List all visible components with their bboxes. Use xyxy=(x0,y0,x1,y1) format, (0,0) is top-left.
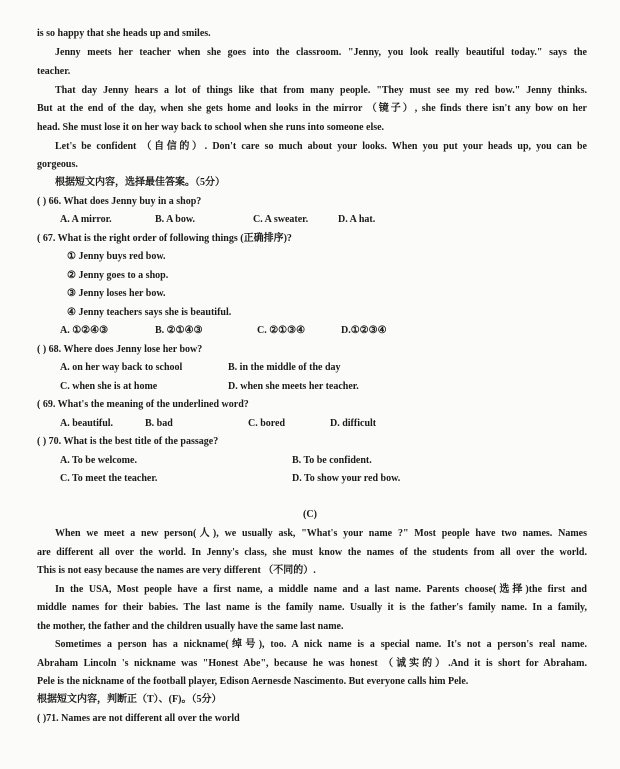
question-69: ( 69. What's the meaning of the underlined word? xyxy=(37,399,249,410)
option-67-b: B. ②①④③ xyxy=(155,325,203,336)
option-67-c: C. ②①③④ xyxy=(257,325,306,336)
passage-b-line: head. She must lose it on her way back to school when she runs into someone else. xyxy=(37,122,385,133)
option-68-d: D. when she meets her teacher. xyxy=(228,381,359,392)
passage-c-line: In the USA, Most people have a first name, a middle name and a last name. Parents choose(选择)the first and xyxy=(55,584,587,595)
order-item: ① Jenny buys red bow. xyxy=(67,251,166,262)
option-66-b: B. A bow. xyxy=(155,214,196,225)
option-70-d: D. To show your red bow. xyxy=(292,473,401,484)
passage-b-line: teacher. xyxy=(37,66,71,77)
passage-c-line: the mother, the father and the children usually have the same last name. xyxy=(37,621,344,632)
option-69-a: A. beautiful. xyxy=(60,418,114,429)
passage-b-line: That day Jenny hears a lot of things like that from many people. "They must see my red bow." Jenny thinks. xyxy=(55,85,587,96)
question-66: ( ) 66. What does Jenny buy in a shop? xyxy=(37,196,202,207)
order-item: ④ Jenny teachers says she is beautiful. xyxy=(67,307,232,318)
option-67-a: A. ①②④③ xyxy=(60,325,109,336)
section-instruction: 根据短文内容，选择最佳答案。（5分） xyxy=(55,177,225,188)
option-70-a: A. To be welcome. xyxy=(60,455,137,466)
passage-c-line: are different all over the world. In Jenny's class, she must know the names of the students from all over the world. xyxy=(37,547,587,558)
option-70-b: B. To be confident. xyxy=(292,455,372,466)
passage-c-line: Sometimes a person has a nickname(绰号), too. A nick name is a special name. It's not a person's real name. xyxy=(55,639,587,650)
option-66-a: A. A mirror. xyxy=(60,214,112,225)
order-item: ③ Jenny loses her bow. xyxy=(67,288,166,299)
passage-c-line: Abraham Lincoln 's nickname was "Honest Abe", because he was honest （诚实的）.And it is short for Abraham. xyxy=(37,658,587,669)
option-69-d: D. difficult xyxy=(330,418,377,429)
order-item: ② Jenny goes to a shop. xyxy=(67,270,169,281)
question-71: ( )71. Names are not different all over the world xyxy=(37,713,240,724)
passage-c-line: Pele is the nickname of the football player, Edison Aernesde Nascimento. But everyone calls him Pele. xyxy=(37,676,469,687)
question-70: ( ) 70. What is the best title of the passage? xyxy=(37,436,219,447)
passage-c-line: This is not easy because the names are very different （不同的）. xyxy=(37,565,316,576)
passage-b-line: gorgeous. xyxy=(37,159,78,170)
option-70-c: C. To meet the teacher. xyxy=(60,473,158,484)
option-67-d: D.①②③④ xyxy=(341,325,387,336)
section-heading: (C) xyxy=(303,509,317,520)
passage-b-line: is so happy that she heads up and smiles. xyxy=(37,28,211,39)
option-68-a: A. on her way back to school xyxy=(60,362,183,373)
section-instruction: 根据短文内容，判断正（T）、(F)。（5分） xyxy=(37,694,222,705)
passage-b-line: But at the end of the day, when she gets home and looks in the mirror （镜子）, she finds there isn't any bow on her xyxy=(37,103,587,114)
option-66-c: C. A sweater. xyxy=(253,214,309,225)
option-69-c: C. bored xyxy=(248,418,286,429)
option-69-b: B. bad xyxy=(145,418,173,429)
passage-c-line: middle names for their babies. The last name is the family name. Usually it is the father's family name. In a family, xyxy=(37,602,587,613)
option-68-b: B. in the middle of the day xyxy=(228,362,341,373)
passage-b-line: Jenny meets her teacher when she goes into the classroom. "Jenny, you look really beautiful today." says the xyxy=(55,47,587,58)
option-66-d: D. A hat. xyxy=(338,214,376,225)
passage-c-line: When we meet a new person(人), we usually ask, "What's your name ?" Most people have two names. Names xyxy=(55,528,587,539)
question-67: ( 67. What is the right order of following things (正确排序)? xyxy=(37,233,292,244)
passage-b-line: Let's be confident （自信的）. Don't care so much about your looks. When you put your heads up, you can be xyxy=(55,141,587,152)
option-68-c: C. when she is at home xyxy=(60,381,158,392)
question-68: ( ) 68. Where does Jenny lose her bow? xyxy=(37,344,203,355)
